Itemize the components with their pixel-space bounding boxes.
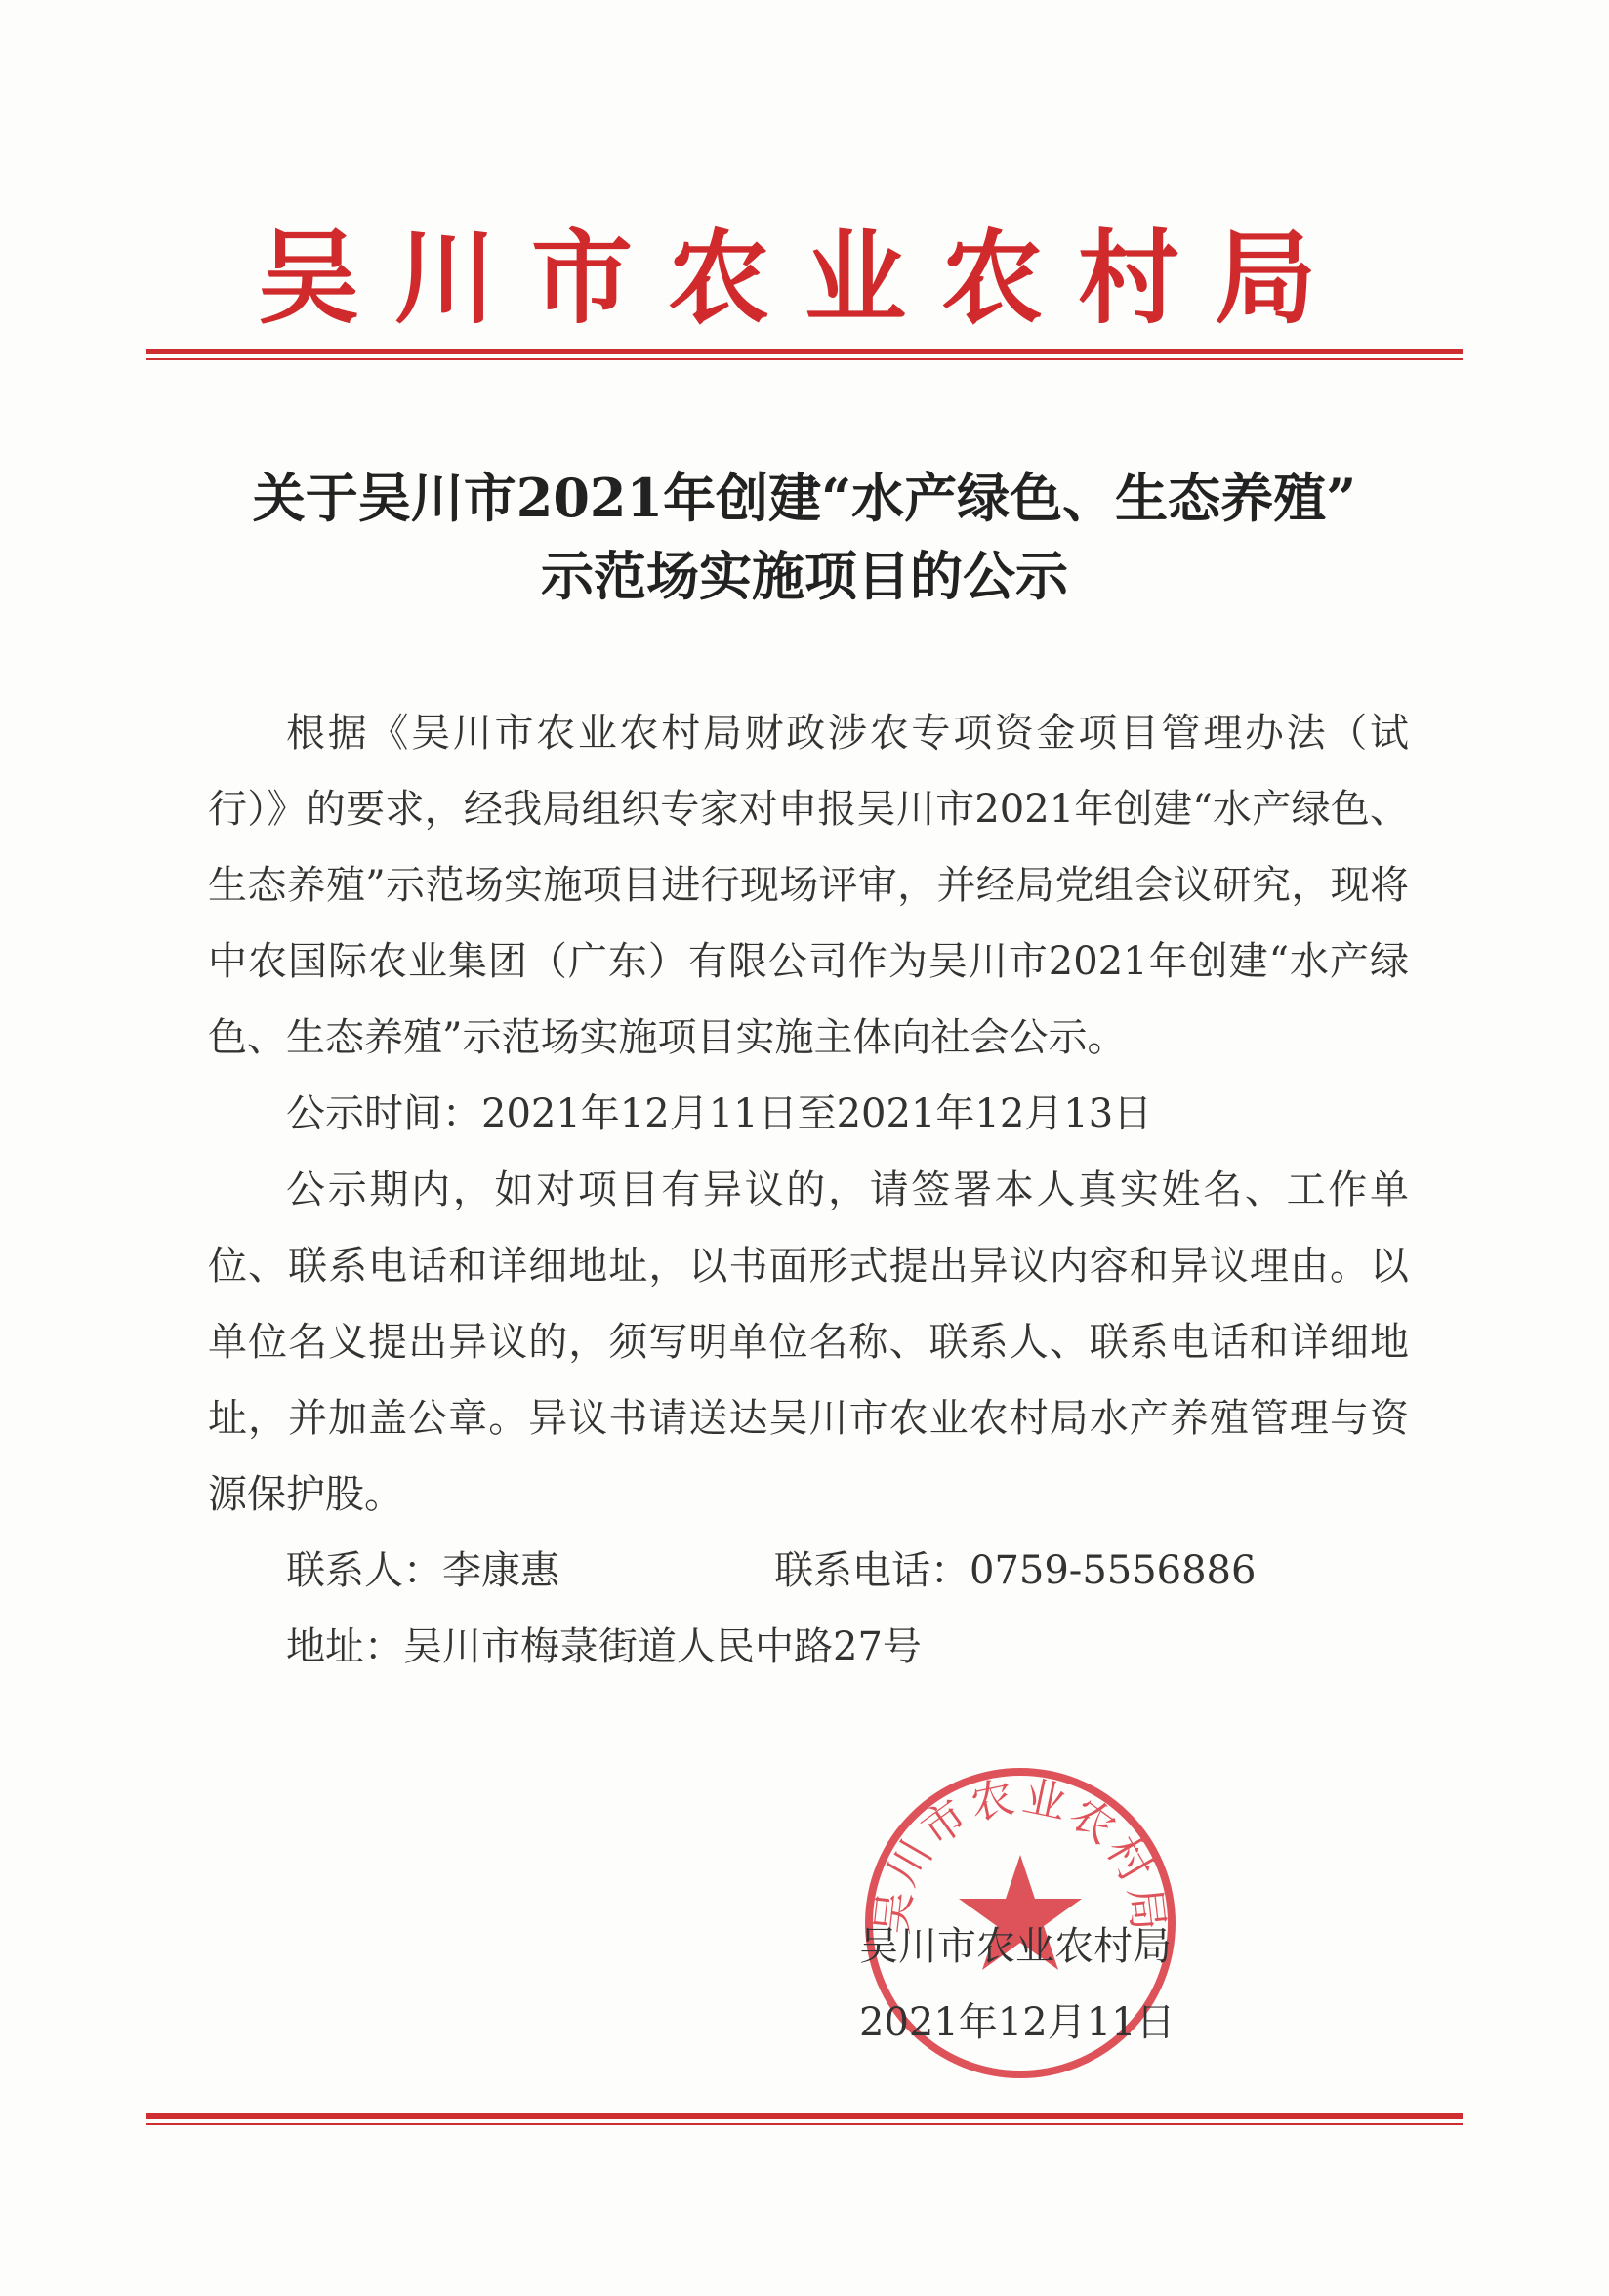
- contact-phone-group: [774, 1533, 1256, 1609]
- signature-org: 吴川市农业农村局: [859, 1924, 1172, 1969]
- contact-person-label: 联系人：: [286, 1548, 442, 1593]
- letterhead-rule-thin: [146, 358, 1463, 360]
- footer-rule-thin: [146, 2123, 1463, 2125]
- document-body: [208, 695, 1409, 1685]
- contact-row: [286, 1533, 1409, 1609]
- publicity-period: 公示时间：2021年12月11日至2021年12月13日: [286, 1091, 1153, 1136]
- contact-person: 李康惠: [442, 1548, 559, 1593]
- address-label: 地址：: [286, 1624, 403, 1669]
- contact-phone-label: 联系电话：: [774, 1548, 970, 1593]
- signature-date: 2021年12月11日: [859, 2000, 1176, 2045]
- title-line-1: 关于吴川市2021年创建“水产绿色、生态养殖”: [252, 467, 1357, 529]
- title-line-2: 示范场实施项目的公示: [541, 545, 1068, 607]
- body-paragraph-3: 公示期内，如对项目有异议的，请签署本人真实姓名、工作单位、联系电话和详细地址，以书面形式提出异议内容和异议理由。以单位名义提出异议的，须写明单位名称、联系人、联系电话和详细地址，并加盖公章。异议书请送达吴川市农业农村局水产养殖管理与资源保护股。: [208, 1168, 1409, 1517]
- address-row: [286, 1609, 1409, 1685]
- seal-text: 吴川市农业农村局: [867, 1771, 1174, 1938]
- signature-block: [859, 1908, 1176, 2061]
- address: 吴川市梅菉街道人民中路27号: [403, 1624, 922, 1669]
- document-title: [146, 459, 1463, 615]
- letterhead-title: 吴川市农业农村局: [257, 219, 1351, 338]
- contact-phone: 0759-5556886: [970, 1548, 1257, 1593]
- letterhead-rule-thick: [146, 348, 1463, 354]
- footer-rule-thick: [146, 2113, 1463, 2119]
- body-paragraph-1: 根据《吴川市农业农村局财政涉农专项资金项目管理办法（试行）》的要求，经我局组织专家对申报吴川市2021年创建“水产绿色、生态养殖”示范场实施项目进行现场评审，并经局党组会议研究，现将中农国际农业集团（广东）有限公司作为吴川市2021年创建“水产绿色、生态养殖”示范场实施项目实施主体向社会公示。: [208, 711, 1409, 1060]
